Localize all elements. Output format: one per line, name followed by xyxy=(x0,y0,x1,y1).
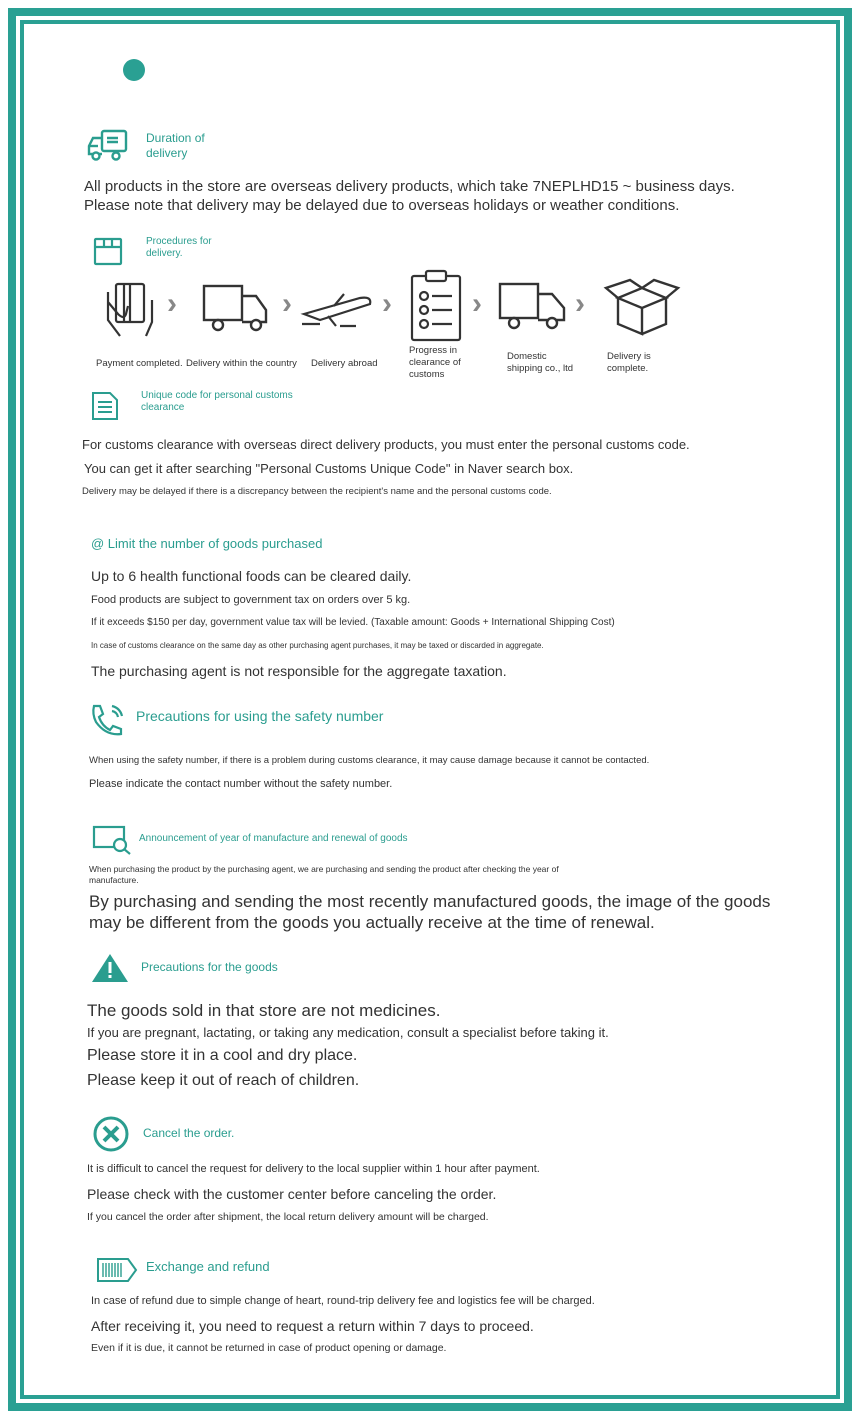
cancel-line2: Please check with the customer center before canceling the order. xyxy=(87,1186,497,1202)
customs-code-title: Unique code for personal customs clearance xyxy=(141,390,293,413)
step-arrow-5: › xyxy=(575,287,585,320)
goods-line2: If you are pregnant, lactating, or taking any medication, consult a specialist before taking it. xyxy=(87,1025,609,1040)
step-label-2: Delivery within the country xyxy=(186,358,297,369)
cancel-circle-icon xyxy=(92,1115,130,1153)
cancel-line1: It is difficult to cancel the request for delivery to the local supplier within 1 hour after payment. xyxy=(87,1163,540,1175)
step-label-5: Domestic shipping co., ltd xyxy=(507,351,574,374)
truck-icon xyxy=(498,280,568,332)
cancel-line3: If you cancel the order after shipment, the local return delivery amount will be charged. xyxy=(87,1211,489,1223)
phone-icon xyxy=(88,702,128,738)
customs-code-line1: For customs clearance with overseas direct delivery products, you must enter the personal customs code. xyxy=(82,437,690,452)
step-arrow-1: › xyxy=(167,287,177,320)
limit-line1: Up to 6 health functional foods can be cleared daily. xyxy=(91,568,412,584)
refund-line2: After receiving it, you need to request a return within 7 days to proceed. xyxy=(91,1318,534,1334)
limit-line3: If it exceeds $150 per day, government value tax will be levied. (Taxable amount: Goods + International Shipping Cost) xyxy=(91,617,615,628)
goods-line1: The goods sold in that store are not medicines. xyxy=(87,1001,441,1020)
customs-code-line3: Delivery may be delayed if there is a discrepancy between the recipient's name and the personal customs code. xyxy=(82,486,552,497)
document-icon xyxy=(90,390,120,422)
step-label-1: Payment completed. xyxy=(96,358,183,369)
truck-icon xyxy=(202,282,270,334)
delivery-duration-line1: All products in the store are overseas delivery products, which take 7NEPLHD15 ~ business days. xyxy=(84,178,735,195)
truck-icon xyxy=(86,128,128,162)
airplane-icon xyxy=(300,290,376,330)
limit-line4: In case of customs clearance on the same day as other purchasing agent purchases, it may be taxed or discarded in aggregate. xyxy=(91,641,544,650)
refund-line1: In case of refund due to simple change of heart, round-trip delivery fee and logistics fee will be charged. xyxy=(91,1295,595,1307)
step-label-3: Delivery abroad xyxy=(311,358,378,369)
manufacture-line3: may be different from the goods you actually receive at the time of renewal. xyxy=(89,913,655,932)
goods-title: Precautions for the goods xyxy=(141,960,278,974)
safety-line2: Please indicate the contact number without the safety number. xyxy=(89,778,393,790)
step-arrow-2: › xyxy=(282,287,292,320)
refund-title: Exchange and refund xyxy=(146,1259,270,1274)
card-payment-icon xyxy=(104,280,160,340)
warning-icon xyxy=(90,952,130,984)
step-arrow-4: › xyxy=(472,287,482,320)
step-label-6: Delivery is complete. xyxy=(607,351,651,374)
manufacture-line2: By purchasing and sending the most recently manufactured goods, the image of the goods xyxy=(89,892,771,911)
limit-line5: The purchasing agent is not responsible for the aggregate taxation. xyxy=(91,663,507,679)
limit-line2: Food products are subject to government tax on orders over 5 kg. xyxy=(91,594,411,606)
refund-line3: Even if it is due, it cannot be returned in case of product opening or damage. xyxy=(91,1342,447,1354)
procedures-title: Procedures for delivery. xyxy=(146,236,212,259)
barcode-tag-icon xyxy=(96,1256,138,1284)
step-arrow-3: › xyxy=(382,287,392,320)
open-box-icon xyxy=(602,276,682,338)
goods-line3: Please store it in a cool and dry place. xyxy=(87,1047,358,1064)
manufacture-line1b: manufacture. xyxy=(89,875,139,885)
safety-title: Precautions for using the safety number xyxy=(136,708,384,724)
delivery-duration-line2: Please note that delivery may be delayed due to overseas holidays or weather conditions. xyxy=(84,197,680,214)
safety-line1: When using the safety number, if there is a problem during customs clearance, it may cause damage because it cannot be contacted. xyxy=(89,755,650,766)
header-dot xyxy=(123,59,145,81)
cancel-title: Cancel the order. xyxy=(143,1126,235,1140)
step-label-4: Progress in clearance of customs xyxy=(409,345,461,380)
customs-code-line2: You can get it after searching "Personal Customs Unique Code" in Naver search box. xyxy=(84,461,574,476)
box-icon xyxy=(92,235,124,267)
manufacture-title: Announcement of year of manufacture and renewal of goods xyxy=(139,833,408,844)
goods-line4: Please keep it out of reach of children. xyxy=(87,1072,360,1089)
monitor-search-icon xyxy=(92,824,132,856)
limit-title: @ Limit the number of goods purchased xyxy=(91,536,323,551)
manufacture-line1a: When purchasing the product by the purchasing agent, we are purchasing and sending the product after checking the year of xyxy=(89,864,559,874)
clipboard-icon xyxy=(408,268,464,344)
delivery-duration-title: Duration of delivery xyxy=(146,131,205,160)
